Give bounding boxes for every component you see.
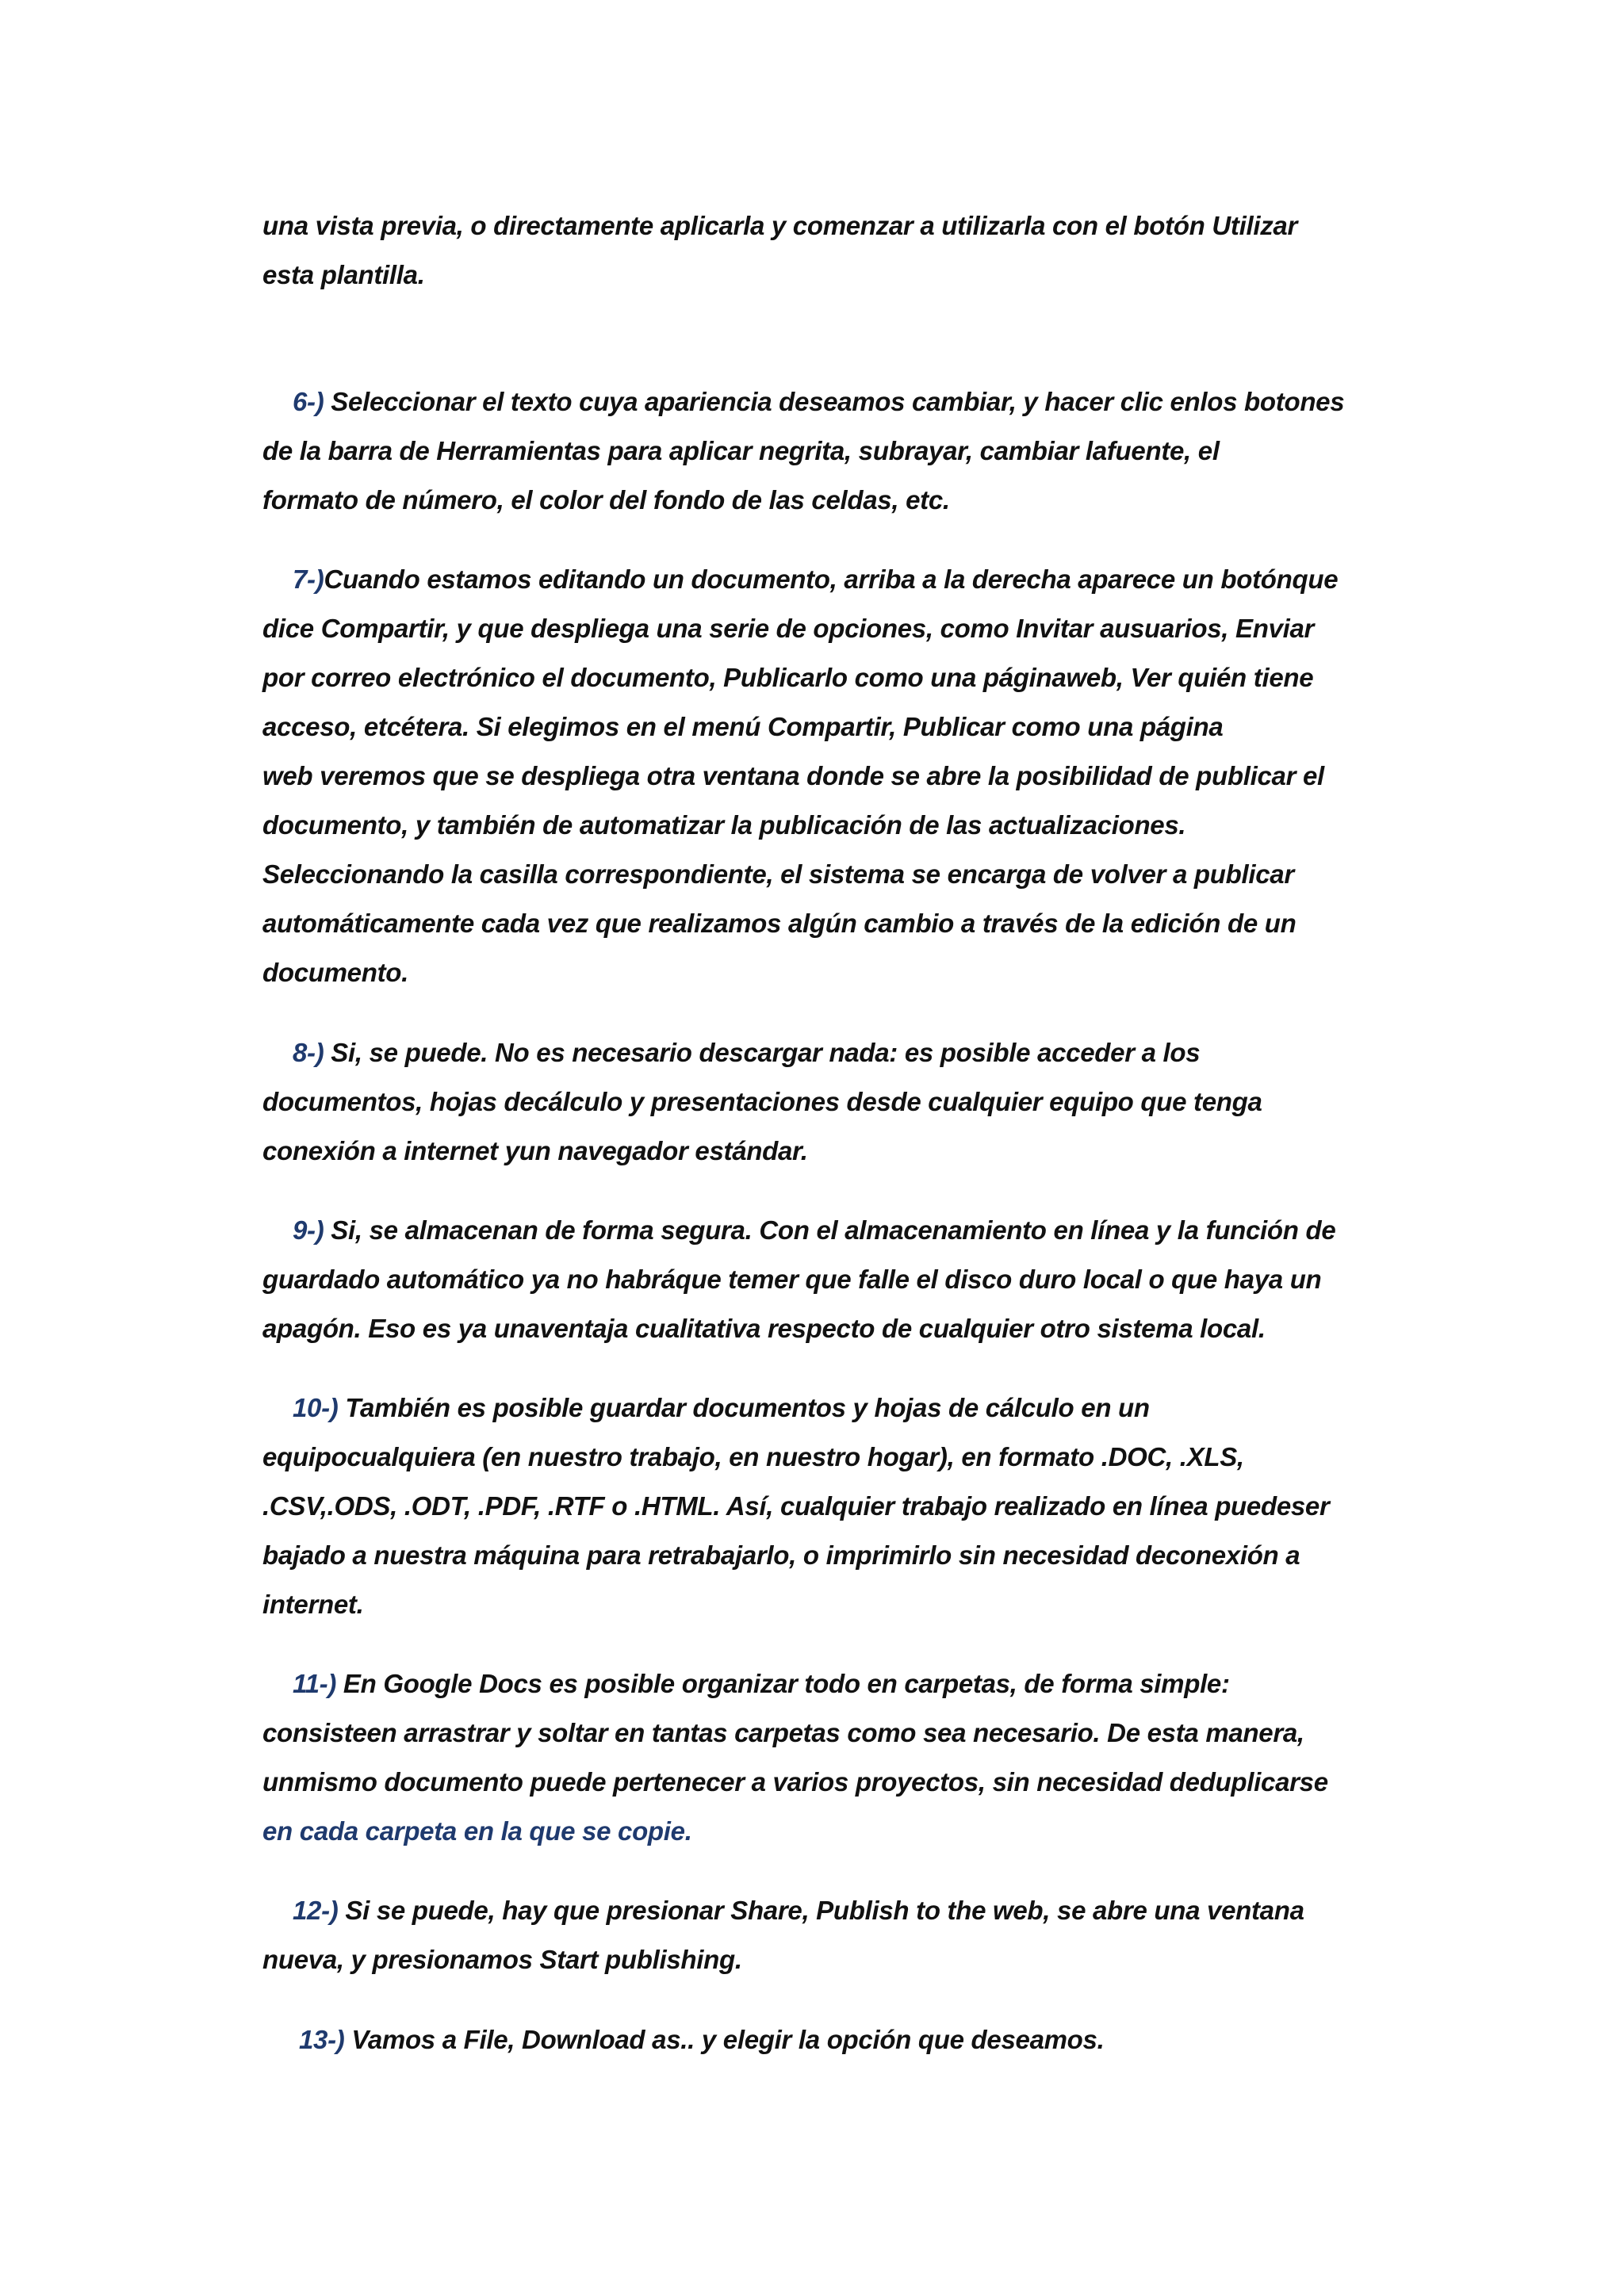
- text-line: web veremos que se despliega otra ventana donde se abre la posibilidad de publicar el: [262, 761, 1324, 790]
- text-line: conexión a internet yun navegador estándar.: [262, 1136, 808, 1165]
- text-line: bajado a nuestra máquina para retrabajarlo, o imprimirlo sin necesidad deconexión a: [262, 1540, 1300, 1570]
- answer-number: 12-): [293, 1896, 339, 1925]
- text-line: automáticamente cada vez que realizamos algún cambio a través de la edición de un: [262, 909, 1297, 938]
- text-line: documento, y también de automatizar la publicación de las actualizaciones.: [262, 810, 1186, 840]
- paragraph-intro-continuation: [262, 201, 1412, 300]
- text-line: equipocualquiera (en nuestro trabajo, en nuestro hogar), en formato .DOC, .XLS,: [262, 1442, 1244, 1471]
- answer-12: [262, 1886, 1412, 1984]
- answer-8: [262, 1028, 1412, 1176]
- text-line: esta plantilla.: [262, 260, 425, 289]
- text-line: internet.: [262, 1590, 364, 1619]
- text-line: Si se puede, hay que presionar Share, Publish to the web, se abre una ventana: [338, 1896, 1304, 1925]
- text-line: consisteen arrastrar y soltar en tantas carpetas como sea necesario. De esta manera,: [262, 1718, 1304, 1747]
- text-line: También es posible guardar documentos y hojas de cálculo en un: [338, 1393, 1150, 1422]
- answer-number: 13-): [299, 2025, 345, 2054]
- text-line: en cada carpeta en la que se copie.: [262, 1816, 692, 1846]
- answer-number: 8-): [293, 1038, 324, 1067]
- answer-13: [262, 2015, 1412, 2064]
- text-line: de la barra de Herramientas para aplicar negrita, subrayar, cambiar lafuente, el: [262, 436, 1220, 465]
- answer-number: 6-): [293, 387, 324, 416]
- text-line: Seleccionando la casilla correspondiente, el sistema se encarga de volver a publicar: [262, 859, 1294, 889]
- answer-7: [262, 555, 1412, 997]
- text-line: Vamos a File, Download as.. y elegir la opción que deseamos.: [344, 2025, 1105, 2054]
- answer-number: 9-): [293, 1215, 324, 1245]
- text-line: dice Compartir, y que despliega una serie de opciones, como Invitar ausuarios, Enviar: [262, 614, 1315, 643]
- answer-6: [262, 377, 1412, 525]
- answer-number: 11-): [293, 1669, 337, 1698]
- text-line: En Google Docs es posible organizar todo en carpetas, de forma simple:: [336, 1669, 1230, 1698]
- text-line: formato de número, el color del fondo de las celdas, etc.: [262, 485, 950, 515]
- text-line: .CSV,.ODS, .ODT, .PDF, .RTF o .HTML. Así, cualquier trabajo realizado en línea puedeser: [262, 1491, 1330, 1521]
- answer-number: 7-): [293, 564, 324, 594]
- text-line: Si, se puede. No es necesario descargar nada: es posible acceder a los: [324, 1038, 1201, 1067]
- answer-10: [262, 1383, 1412, 1629]
- text-line: documento.: [262, 958, 408, 987]
- text-line: acceso, etcétera. Si elegimos en el menú Compartir, Publicar como una página: [262, 712, 1224, 741]
- text-line: una vista previa, o directamente aplicarla y comenzar a utilizarla con el botón Utilizar: [262, 211, 1298, 240]
- text-line: unmismo documento puede pertenecer a varios proyectos, sin necesidad deduplicarse: [262, 1767, 1328, 1797]
- answer-11: [262, 1659, 1412, 1856]
- text-line: guardado automático ya no habráque temer que falle el disco duro local o que haya un: [262, 1265, 1322, 1294]
- answer-number: 10-): [293, 1393, 339, 1422]
- text-line: Seleccionar el texto cuya apariencia deseamos cambiar, y hacer clic enlos botones: [324, 387, 1345, 416]
- text-line: apagón. Eso es ya unaventaja cualitativa respecto de cualquier otro sistema local.: [262, 1314, 1266, 1343]
- answer-9: [262, 1206, 1412, 1353]
- text-line: Si, se almacenan de forma segura. Con el almacenamiento en línea y la función de: [324, 1215, 1336, 1245]
- text-line: nueva, y presionamos Start publishing.: [262, 1945, 742, 1974]
- text-line: documentos, hojas decálculo y presentaciones desde cualquier equipo que tenga: [262, 1087, 1262, 1116]
- text-line: Cuando estamos editando un documento, arriba a la derecha aparece un botónque: [324, 564, 1339, 594]
- text-line: por correo electrónico el documento, Publicarlo como una páginaweb, Ver quién tiene: [262, 663, 1314, 692]
